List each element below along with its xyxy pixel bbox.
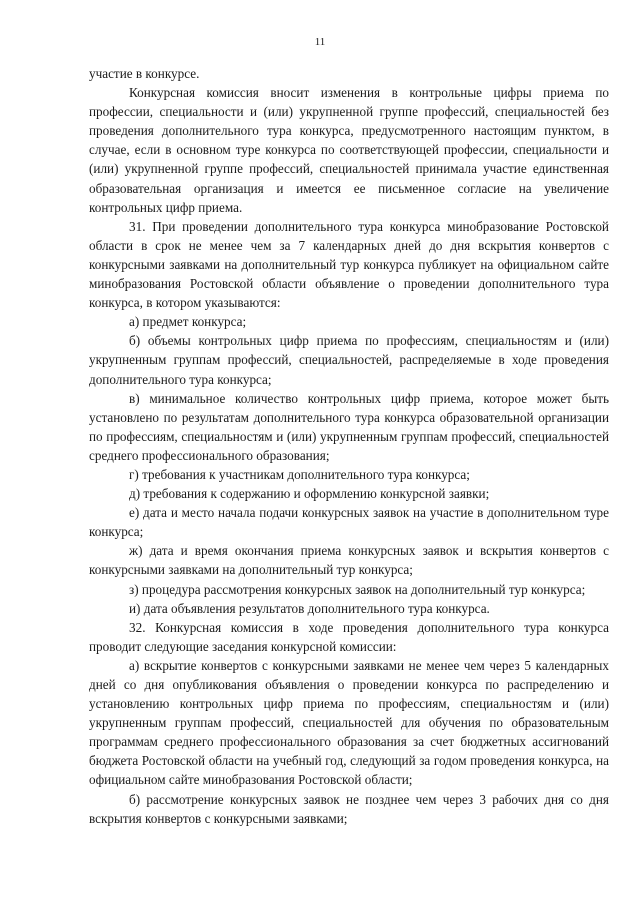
list-item-b-32: б) рассмотрение конкурсных заявок не позднее чем через 3 рабочих дня со дня вскрытия конвертов с конкурсными заявками; <box>89 791 609 826</box>
list-item-a: а) предмет конкурса; <box>129 314 247 330</box>
list-item-z: з) процедура рассмотрения конкурсных заявок на дополнительный тур конкурса; <box>129 581 586 597</box>
list-item-d: д) требования к содержанию и оформлению конкурсной заявки; <box>129 486 490 502</box>
list-item-i: и) дата объявления результатов дополнительного тура конкурса. <box>129 600 490 616</box>
list-item-a-32: а) вскрытие конвертов с конкурсными заявками не менее чем через 5 календарных дней со дня опубликования объявления о проведении конкурса по распределению и установлению контрольных цифр приема по профессиям, специальностям и (или) укрупненным группам профессий, специальностей для обучения по образовательным программам среднего профессионального образования за счет бюджетных ассигнований бюджета Ростовской области на учебный год, следующий за годом проведения конкурса, на официальном сайте минобразования Ростовской области; <box>89 657 609 788</box>
paragraph: Конкурсная комиссия вносит изменения в контрольные цифры приема по профессии, специальности и (или) укрупненной группе профессий, специальностей без проведения дополнительного тура конкурса, предусмотренного настоящим пунктом, в случае, если в основном туре конкурса по соответствующей профессии, специальности и (или) укрупненной группе профессий, специальностей принимала участие единственная образовательная организация и имеется ее письменное согласие на увеличение контрольных цифр приема. <box>89 85 609 215</box>
list-item-e: е) дата и место начала подачи конкурсных заявок на участие в дополнительном туре конкурса; <box>89 505 609 540</box>
page-number: 11 <box>314 36 326 48</box>
paragraph-continuation: участие в конкурсе. <box>89 66 200 81</box>
list-item-zh: ж) дата и время окончания приема конкурсных заявок и вскрытия конвертов с конкурсными заявками на дополнительный тур конкурса; <box>89 543 609 578</box>
list-item-v: в) минимальное количество контрольных цифр приема, которое может быть установлено по результатам дополнительного тура конкурса образовательной организации по профессиям, специальностям и (или) укрупненным группам профессий, специальностей среднего профессионального образования; <box>89 390 609 463</box>
paragraph-item-32: 32. Конкурсная комиссия в ходе проведения дополнительного тура конкурса проводит следующие заседания конкурсной комиссии: <box>89 619 609 654</box>
document-body <box>89 64 609 828</box>
paragraph-item-31: 31. При проведении дополнительного тура конкурса минобразование Ростовской области в срок не менее чем за 7 календарных дней до дня вскрытия конвертов с конкурсными заявками на дополнительный тур конкурса публикует на официальном сайте минобразования Ростовской области объявление о проведении дополнительного тура конкурса, в котором указываются: <box>89 218 609 311</box>
list-item-b: б) объемы контрольных цифр приема по профессиям, специальностям и (или) укрупненным группам профессий, специальностей, распределяемые в ходе проведения дополнительного тура конкурса; <box>89 333 609 387</box>
list-item-g: г) требования к участникам дополнительного тура конкурса; <box>129 466 470 482</box>
